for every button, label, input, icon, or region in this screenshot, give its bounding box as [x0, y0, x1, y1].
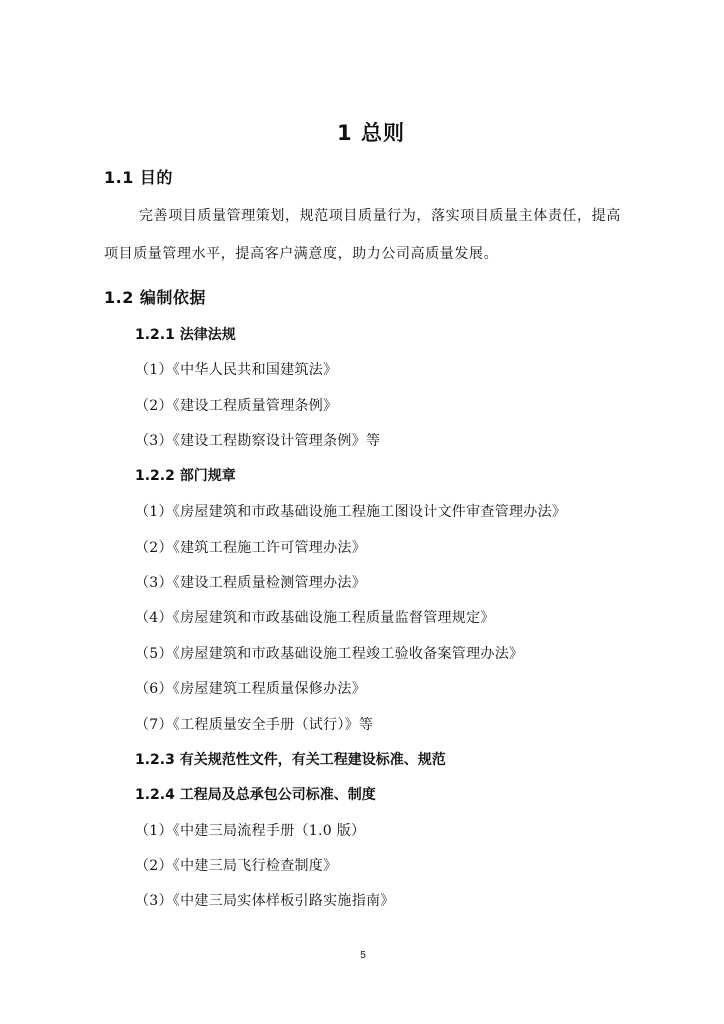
purpose-paragraph: 完善项目质量管理策划，规范项目质量行为，落实项目质量主体责任，提高项目质量管理水平，提高客户满意度，助力公司高质量发展。: [104, 208, 621, 262]
subsection-heading-company-standards: 1.2.4 工程局及总承包公司标准、制度: [135, 787, 376, 803]
list-item: （3）《建设工程质量检测管理办法》: [135, 575, 367, 591]
subsection-heading-laws: 1.2.1 法律法规: [135, 327, 236, 343]
chapter-title: 1 总则: [337, 121, 405, 145]
list-item: （1）《中华人民共和国建筑法》: [135, 362, 338, 378]
list-item: （2）《建筑工程施工许可管理办法》: [135, 540, 367, 556]
list-item: （2）《建设工程质量管理条例》: [135, 398, 338, 414]
list-item: （4）《房屋建筑和市政基础设施工程质量监督管理规定》: [135, 610, 495, 626]
list-item: （2）《中建三局飞行检查制度》: [135, 858, 338, 874]
list-item: （1）《中建三局流程手册（1.0 版）: [135, 823, 366, 839]
subsection-heading-regulations: 1.2.2 部门规章: [135, 468, 236, 484]
list-item: （7）《工程质量安全手册（试行）》等: [135, 717, 374, 733]
list-item: （6）《房屋建筑工程质量保修办法》: [135, 681, 367, 697]
page-number: 5: [360, 950, 366, 961]
list-item: （3）《中建三局实体样板引路实施指南》: [135, 893, 395, 909]
subsection-heading-normative-docs: 1.2.3 有关规范性文件，有关工程建设标准、规范: [135, 752, 446, 768]
section-heading-purpose: 1.1 目的: [104, 168, 173, 187]
list-item: （3）《建设工程勘察设计管理条例》等: [135, 433, 381, 449]
list-item: （5）《房屋建筑和市政基础设施工程竣工验收备案管理办法》: [135, 646, 524, 662]
section-heading-basis: 1.2 编制依据: [104, 288, 206, 307]
list-item: （1）《房屋建筑和市政基础设施工程施工图设计文件审查管理办法》: [135, 504, 567, 520]
